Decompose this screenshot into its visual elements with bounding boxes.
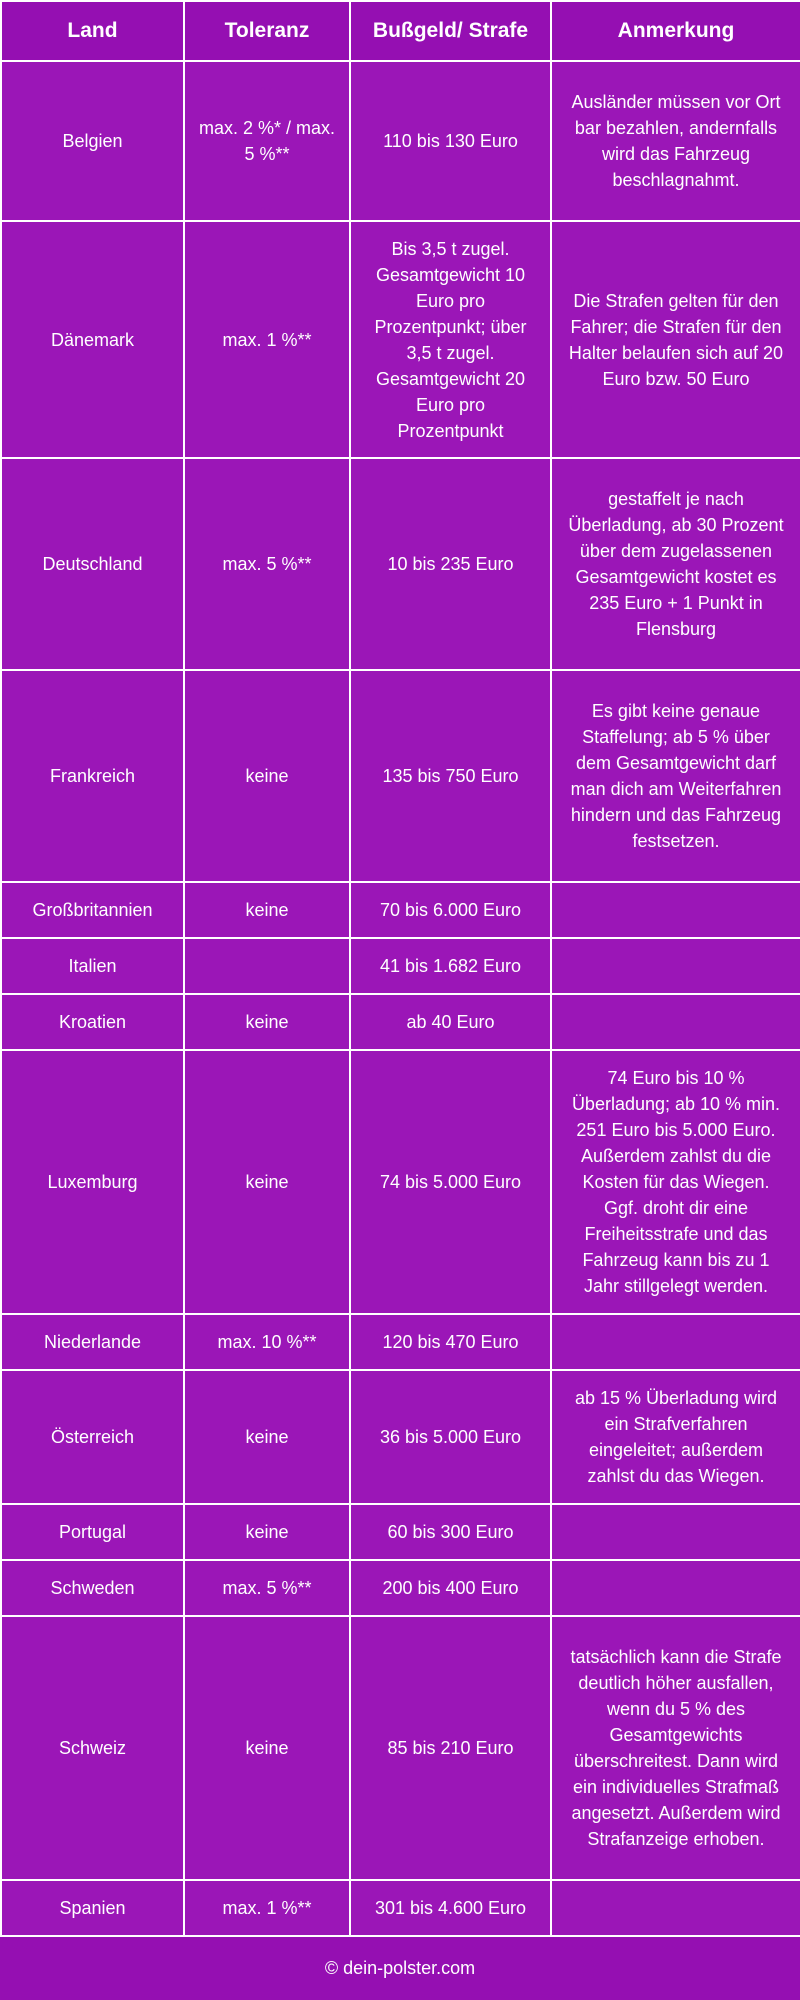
cell-toleranz: keine (184, 994, 350, 1050)
cell-land: Italien (1, 938, 184, 994)
cell-anmerkung (551, 1560, 800, 1616)
cell-strafe: 110 bis 130 Euro (350, 61, 551, 221)
cell-land: Luxemburg (1, 1050, 184, 1314)
table-row (1, 938, 800, 994)
cell-strafe: 36 bis 5.000 Euro (350, 1370, 551, 1504)
cell-anmerkung: 74 Euro bis 10 % Überladung; ab 10 % min. 251 Euro bis 5.000 Euro. Außerdem zahlst du die Kosten für das Wiegen. Ggf. droht dir eine Freiheitsstrafe und das Fahrzeug kann bis zu 1 Jahr stillgelegt werden. (551, 1050, 800, 1314)
cell-toleranz: keine (184, 882, 350, 938)
cell-land: Niederlande (1, 1314, 184, 1370)
cell-anmerkung (551, 938, 800, 994)
cell-land: Großbritannien (1, 882, 184, 938)
table-row (1, 1616, 800, 1880)
table-row (1, 458, 800, 670)
table-row (1, 994, 800, 1050)
cell-land: Deutschland (1, 458, 184, 670)
cell-land: Portugal (1, 1504, 184, 1560)
table-row (1, 221, 800, 458)
cell-strafe: 85 bis 210 Euro (350, 1616, 551, 1880)
header-anmerkung: Anmerkung (551, 1, 800, 61)
footer (0, 1937, 800, 2000)
cell-anmerkung: Es gibt keine genaue Staffelung; ab 5 % über dem Gesamtgewicht darf man dich am Weiterfahren hindern und das Fahrzeug festsetzen. (551, 670, 800, 882)
cell-anmerkung: tatsächlich kann die Strafe deutlich höher ausfallen, wenn du 5 % des Gesamtgewichts überschreitest. Dann wird ein individuelles Strafmaß angesetzt. Außerdem wird Strafanzeige erhoben. (551, 1616, 800, 1880)
table-header (1, 1, 800, 61)
header-land: Land (1, 1, 184, 61)
header-strafe: Bußgeld/ Strafe (350, 1, 551, 61)
cell-toleranz: keine (184, 1050, 350, 1314)
cell-strafe: 41 bis 1.682 Euro (350, 938, 551, 994)
table-body (1, 61, 800, 1936)
cell-toleranz: max. 1 %** (184, 221, 350, 458)
cell-land: Belgien (1, 61, 184, 221)
cell-strafe: 120 bis 470 Euro (350, 1314, 551, 1370)
cell-anmerkung: Ausländer müssen vor Ort bar bezahlen, andernfalls wird das Fahrzeug beschlagnahmt. (551, 61, 800, 221)
cell-toleranz: max. 10 %** (184, 1314, 350, 1370)
cell-toleranz: keine (184, 670, 350, 882)
cell-land: Frankreich (1, 670, 184, 882)
table-row (1, 1314, 800, 1370)
cell-strafe: 70 bis 6.000 Euro (350, 882, 551, 938)
header-toleranz: Toleranz (184, 1, 350, 61)
cell-strafe: 301 bis 4.600 Euro (350, 1880, 551, 1936)
cell-strafe: 10 bis 235 Euro (350, 458, 551, 670)
cell-strafe: Bis 3,5 t zugel. Gesamtgewicht 10 Euro pro Prozentpunkt; über 3,5 t zugel. Gesamtgewicht 20 Euro pro Prozentpunkt (350, 221, 551, 458)
cell-anmerkung: Die Strafen gelten für den Fahrer; die Strafen für den Halter belaufen sich auf 20 Euro bzw. 50 Euro (551, 221, 800, 458)
cell-toleranz: keine (184, 1616, 350, 1880)
table-row (1, 670, 800, 882)
cell-land: Österreich (1, 1370, 184, 1504)
cell-land: Schweden (1, 1560, 184, 1616)
cell-anmerkung (551, 882, 800, 938)
cell-toleranz: max. 5 %** (184, 1560, 350, 1616)
cell-toleranz: max. 5 %** (184, 458, 350, 670)
table-row (1, 1504, 800, 1560)
cell-strafe: 200 bis 400 Euro (350, 1560, 551, 1616)
header-row (1, 1, 800, 61)
cell-strafe: 135 bis 750 Euro (350, 670, 551, 882)
cell-strafe: 60 bis 300 Euro (350, 1504, 551, 1560)
table-row (1, 61, 800, 221)
cell-anmerkung: ab 15 % Überladung wird ein Strafverfahren eingeleitet; außerdem zahlst du das Wiegen. (551, 1370, 800, 1504)
cell-toleranz: max. 2 %* / max. 5 %** (184, 61, 350, 221)
cell-anmerkung (551, 1880, 800, 1936)
cell-anmerkung (551, 994, 800, 1050)
copyright-text: © dein-polster.com (324, 1958, 476, 1978)
cell-toleranz: keine (184, 1504, 350, 1560)
cell-land: Dänemark (1, 221, 184, 458)
table-row (1, 1050, 800, 1314)
cell-land: Spanien (1, 1880, 184, 1936)
cell-toleranz (184, 938, 350, 994)
cell-land: Kroatien (1, 994, 184, 1050)
cell-toleranz: keine (184, 1370, 350, 1504)
table-row (1, 1560, 800, 1616)
cell-land: Schweiz (1, 1616, 184, 1880)
cell-anmerkung: gestaffelt je nach Überladung, ab 30 Prozent über dem zugelassenen Gesamtgewicht kostet es 235 Euro + 1 Punkt in Flensburg (551, 458, 800, 670)
cell-anmerkung (551, 1314, 800, 1370)
cell-strafe: ab 40 Euro (350, 994, 551, 1050)
table-row (1, 882, 800, 938)
table-row (1, 1370, 800, 1504)
cell-strafe: 74 bis 5.000 Euro (350, 1050, 551, 1314)
table-row (1, 1880, 800, 1936)
cell-toleranz: max. 1 %** (184, 1880, 350, 1936)
cell-anmerkung (551, 1504, 800, 1560)
